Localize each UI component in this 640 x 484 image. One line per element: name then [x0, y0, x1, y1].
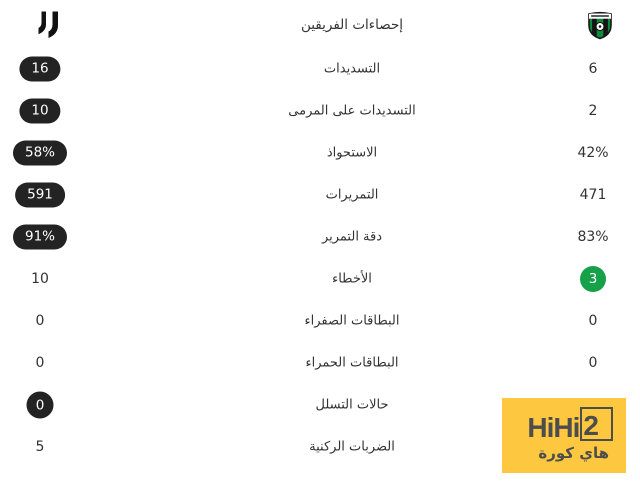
stat-label: الأخطاء: [332, 271, 372, 287]
stat-label: الضربات الركنية: [309, 439, 395, 455]
stat-label: البطاقات الحمراء: [305, 355, 399, 371]
away-value: 0: [588, 313, 598, 329]
home-value: 5: [35, 439, 45, 455]
away-value: 0: [588, 355, 598, 371]
stat-label: التسديدات: [323, 61, 381, 77]
home-value: 10: [19, 99, 60, 124]
sassuolo-logo-icon: [588, 11, 613, 40]
away-value: 471: [579, 187, 607, 203]
watermark-brand-text: HiHi: [527, 412, 580, 443]
home-value: 10: [31, 271, 49, 287]
stat-row: [0, 174, 640, 216]
stats-header: [0, 0, 640, 48]
home-value: 0: [35, 313, 45, 329]
stat-row: [0, 342, 640, 384]
stat-label: التسديدات على المرمى: [288, 103, 416, 119]
home-value: 0: [35, 355, 45, 371]
stat-row: [0, 300, 640, 342]
watermark: [502, 398, 626, 473]
home-value: 16: [19, 57, 60, 82]
watermark-subtitle: هاي كورة: [538, 444, 609, 462]
watermark-logo: [527, 407, 613, 441]
stat-row: [0, 48, 640, 90]
home-value: 58%: [13, 141, 67, 166]
away-value: 42%: [577, 145, 609, 161]
away-value: 3: [580, 266, 606, 292]
page-title: إحصاءات الفريقين: [300, 17, 404, 33]
stat-row: [0, 132, 640, 174]
stat-row: [0, 216, 640, 258]
away-value: 2: [588, 103, 598, 119]
stat-label: الاستحواذ: [326, 145, 378, 161]
stat-label: التمريرات: [325, 187, 379, 203]
stat-row: [0, 90, 640, 132]
juventus-logo-icon: [37, 12, 59, 39]
away-value: 6: [588, 61, 598, 77]
stat-label: حالات التسلل: [315, 397, 389, 413]
watermark-brand-number: 2: [580, 407, 613, 441]
away-value: 83%: [577, 229, 609, 245]
stat-label: دقة التمرير: [321, 229, 383, 245]
stat-label: البطاقات الصفراء: [304, 313, 400, 329]
home-value: 0: [27, 392, 54, 419]
stat-row: [0, 258, 640, 300]
home-value: 91%: [13, 225, 67, 250]
home-value: 591: [15, 183, 65, 208]
